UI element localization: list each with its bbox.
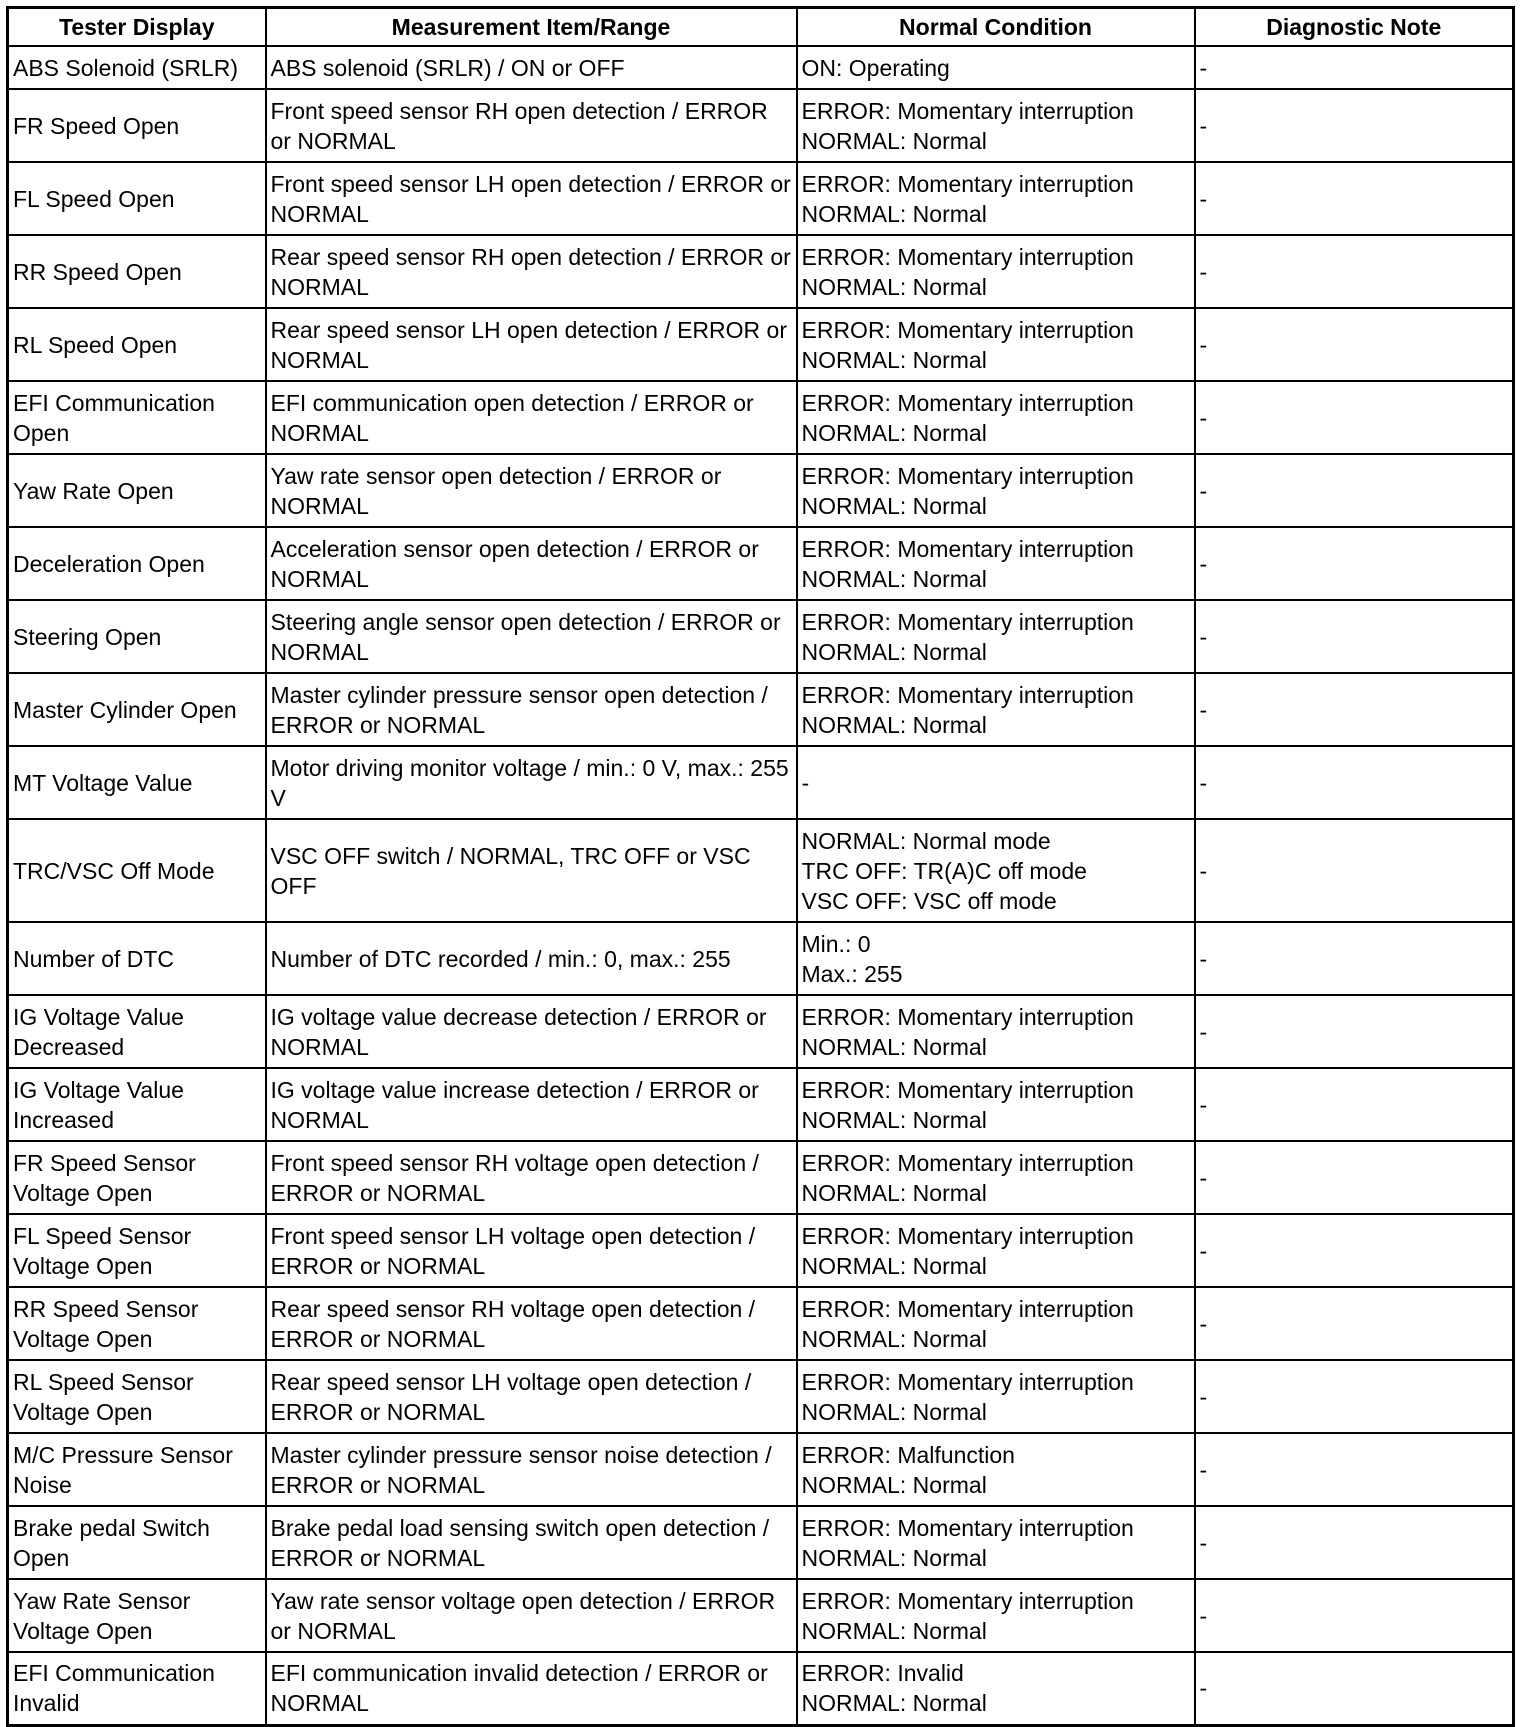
data-list-table-container	[6, 6, 1515, 1727]
table-row	[8, 673, 1514, 746]
table-row	[8, 995, 1514, 1068]
cell-measurement-item: Acceleration sensor open detection / ERROR or NORMAL	[266, 527, 797, 600]
cell-normal-condition: ERROR: Momentary interruption NORMAL: Normal	[797, 995, 1195, 1068]
cell-normal-condition: -	[797, 746, 1195, 819]
cell-diagnostic-note: -	[1195, 235, 1514, 308]
cell-tester-display: FR Speed Open	[8, 89, 266, 162]
table-row	[8, 1287, 1514, 1360]
table-row	[8, 1141, 1514, 1214]
cell-measurement-item: Brake pedal load sensing switch open detection / ERROR or NORMAL	[266, 1506, 797, 1579]
table-header	[8, 8, 1514, 47]
table-row	[8, 819, 1514, 922]
table-row	[8, 454, 1514, 527]
cell-normal-condition: ERROR: Invalid NORMAL: Normal	[797, 1652, 1195, 1725]
cell-diagnostic-note: -	[1195, 1652, 1514, 1725]
cell-tester-display: EFI Communication Open	[8, 381, 266, 454]
cell-diagnostic-note: -	[1195, 600, 1514, 673]
table-row	[8, 1506, 1514, 1579]
cell-tester-display: IG Voltage Value Decreased	[8, 995, 266, 1068]
cell-normal-condition: ERROR: Momentary interruption NORMAL: Normal	[797, 162, 1195, 235]
header-normal-condition: Normal Condition	[797, 8, 1195, 47]
cell-measurement-item: Rear speed sensor RH open detection / ERROR or NORMAL	[266, 235, 797, 308]
cell-diagnostic-note: -	[1195, 162, 1514, 235]
cell-normal-condition: ERROR: Momentary interruption NORMAL: Normal	[797, 673, 1195, 746]
cell-normal-condition: ERROR: Momentary interruption NORMAL: Normal	[797, 1360, 1195, 1433]
cell-diagnostic-note: -	[1195, 1287, 1514, 1360]
cell-tester-display: RL Speed Sensor Voltage Open	[8, 1360, 266, 1433]
cell-normal-condition: ERROR: Momentary interruption NORMAL: Normal	[797, 1287, 1195, 1360]
cell-tester-display: MT Voltage Value	[8, 746, 266, 819]
cell-tester-display: TRC/VSC Off Mode	[8, 819, 266, 922]
table-row	[8, 600, 1514, 673]
table-row	[8, 235, 1514, 308]
cell-normal-condition: ERROR: Malfunction NORMAL: Normal	[797, 1433, 1195, 1506]
cell-tester-display: Yaw Rate Sensor Voltage Open	[8, 1579, 266, 1652]
cell-measurement-item: Master cylinder pressure sensor noise detection / ERROR or NORMAL	[266, 1433, 797, 1506]
cell-tester-display: M/C Pressure Sensor Noise	[8, 1433, 266, 1506]
cell-normal-condition: ERROR: Momentary interruption NORMAL: Normal	[797, 308, 1195, 381]
cell-measurement-item: VSC OFF switch / NORMAL, TRC OFF or VSC OFF	[266, 819, 797, 922]
table-row	[8, 308, 1514, 381]
cell-diagnostic-note: -	[1195, 1214, 1514, 1287]
cell-normal-condition: ERROR: Momentary interruption NORMAL: Normal	[797, 1068, 1195, 1141]
table-row	[8, 1433, 1514, 1506]
header-measurement-item: Measurement Item/Range	[266, 8, 797, 47]
cell-diagnostic-note: -	[1195, 1579, 1514, 1652]
cell-diagnostic-note: -	[1195, 673, 1514, 746]
header-tester-display: Tester Display	[8, 8, 266, 47]
cell-tester-display: Number of DTC	[8, 922, 266, 995]
cell-diagnostic-note: -	[1195, 308, 1514, 381]
table-row	[8, 527, 1514, 600]
cell-normal-condition: ERROR: Momentary interruption NORMAL: Normal	[797, 1214, 1195, 1287]
table-row	[8, 1360, 1514, 1433]
cell-normal-condition: ERROR: Momentary interruption NORMAL: Normal	[797, 1579, 1195, 1652]
cell-measurement-item: Yaw rate sensor voltage open detection / ERROR or NORMAL	[266, 1579, 797, 1652]
cell-measurement-item: Rear speed sensor LH voltage open detection / ERROR or NORMAL	[266, 1360, 797, 1433]
cell-normal-condition: NORMAL: Normal mode TRC OFF: TR(A)C off mode VSC OFF: VSC off mode	[797, 819, 1195, 922]
cell-normal-condition: ERROR: Momentary interruption NORMAL: Normal	[797, 454, 1195, 527]
cell-measurement-item: Steering angle sensor open detection / ERROR or NORMAL	[266, 600, 797, 673]
cell-diagnostic-note: -	[1195, 89, 1514, 162]
header-diagnostic-note: Diagnostic Note	[1195, 8, 1514, 47]
cell-tester-display: Master Cylinder Open	[8, 673, 266, 746]
cell-diagnostic-note: -	[1195, 454, 1514, 527]
data-list-table	[6, 6, 1515, 1727]
cell-normal-condition: ON: Operating	[797, 46, 1195, 89]
cell-tester-display: Steering Open	[8, 600, 266, 673]
table-body	[8, 46, 1514, 1725]
cell-tester-display: EFI Communication Invalid	[8, 1652, 266, 1725]
cell-diagnostic-note: -	[1195, 1141, 1514, 1214]
cell-normal-condition: ERROR: Momentary interruption NORMAL: Normal	[797, 235, 1195, 308]
cell-tester-display: FL Speed Open	[8, 162, 266, 235]
cell-tester-display: RL Speed Open	[8, 308, 266, 381]
cell-measurement-item: IG voltage value decrease detection / ERROR or NORMAL	[266, 995, 797, 1068]
cell-tester-display: Deceleration Open	[8, 527, 266, 600]
cell-diagnostic-note: -	[1195, 1433, 1514, 1506]
cell-normal-condition: ERROR: Momentary interruption NORMAL: Normal	[797, 600, 1195, 673]
cell-diagnostic-note: -	[1195, 1360, 1514, 1433]
cell-measurement-item: EFI communication invalid detection / ERROR or NORMAL	[266, 1652, 797, 1725]
cell-normal-condition: Min.: 0 Max.: 255	[797, 922, 1195, 995]
table-row	[8, 162, 1514, 235]
cell-normal-condition: ERROR: Momentary interruption NORMAL: Normal	[797, 1141, 1195, 1214]
table-row	[8, 381, 1514, 454]
cell-measurement-item: Rear speed sensor LH open detection / ERROR or NORMAL	[266, 308, 797, 381]
cell-measurement-item: Front speed sensor LH open detection / ERROR or NORMAL	[266, 162, 797, 235]
cell-measurement-item: Yaw rate sensor open detection / ERROR or NORMAL	[266, 454, 797, 527]
cell-normal-condition: ERROR: Momentary interruption NORMAL: Normal	[797, 89, 1195, 162]
cell-diagnostic-note: -	[1195, 819, 1514, 922]
cell-measurement-item: EFI communication open detection / ERROR or NORMAL	[266, 381, 797, 454]
header-row	[8, 8, 1514, 47]
cell-measurement-item: Front speed sensor RH open detection / ERROR or NORMAL	[266, 89, 797, 162]
table-row	[8, 46, 1514, 89]
cell-measurement-item: IG voltage value increase detection / ERROR or NORMAL	[266, 1068, 797, 1141]
table-row	[8, 89, 1514, 162]
cell-diagnostic-note: -	[1195, 746, 1514, 819]
table-row	[8, 1068, 1514, 1141]
cell-diagnostic-note: -	[1195, 1506, 1514, 1579]
cell-tester-display: Brake pedal Switch Open	[8, 1506, 266, 1579]
cell-diagnostic-note: -	[1195, 46, 1514, 89]
cell-measurement-item: ABS solenoid (SRLR) / ON or OFF	[266, 46, 797, 89]
cell-normal-condition: ERROR: Momentary interruption NORMAL: Normal	[797, 527, 1195, 600]
cell-tester-display: Yaw Rate Open	[8, 454, 266, 527]
cell-measurement-item: Number of DTC recorded / min.: 0, max.: 255	[266, 922, 797, 995]
cell-tester-display: RR Speed Open	[8, 235, 266, 308]
cell-measurement-item: Front speed sensor LH voltage open detection / ERROR or NORMAL	[266, 1214, 797, 1287]
cell-tester-display: IG Voltage Value Increased	[8, 1068, 266, 1141]
cell-diagnostic-note: -	[1195, 995, 1514, 1068]
cell-measurement-item: Rear speed sensor RH voltage open detection / ERROR or NORMAL	[266, 1287, 797, 1360]
cell-normal-condition: ERROR: Momentary interruption NORMAL: Normal	[797, 1506, 1195, 1579]
cell-tester-display: FL Speed Sensor Voltage Open	[8, 1214, 266, 1287]
cell-normal-condition: ERROR: Momentary interruption NORMAL: Normal	[797, 381, 1195, 454]
cell-tester-display: RR Speed Sensor Voltage Open	[8, 1287, 266, 1360]
cell-tester-display: ABS Solenoid (SRLR)	[8, 46, 266, 89]
table-row	[8, 922, 1514, 995]
cell-diagnostic-note: -	[1195, 381, 1514, 454]
table-row	[8, 1652, 1514, 1725]
table-row	[8, 1214, 1514, 1287]
table-row	[8, 746, 1514, 819]
table-row	[8, 1579, 1514, 1652]
cell-measurement-item: Master cylinder pressure sensor open detection / ERROR or NORMAL	[266, 673, 797, 746]
cell-diagnostic-note: -	[1195, 527, 1514, 600]
cell-measurement-item: Front speed sensor RH voltage open detection / ERROR or NORMAL	[266, 1141, 797, 1214]
cell-diagnostic-note: -	[1195, 922, 1514, 995]
cell-diagnostic-note: -	[1195, 1068, 1514, 1141]
cell-measurement-item: Motor driving monitor voltage / min.: 0 V, max.: 255 V	[266, 746, 797, 819]
cell-tester-display: FR Speed Sensor Voltage Open	[8, 1141, 266, 1214]
